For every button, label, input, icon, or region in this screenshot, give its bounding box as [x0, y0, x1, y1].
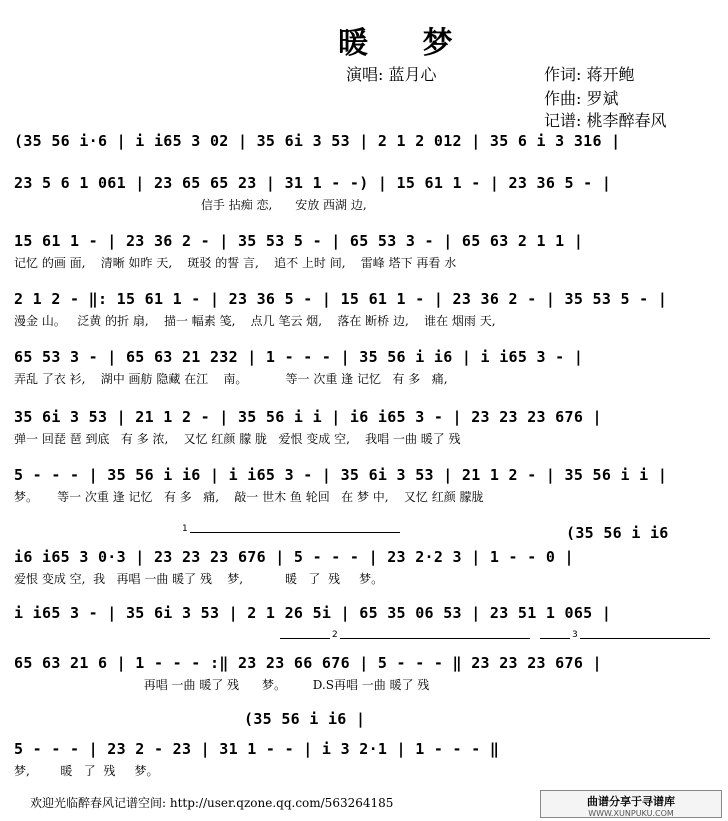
pickup-notes-2: (35 56 i i6 |: [244, 710, 366, 728]
notation-line: 65 53 3 - | 65 63 21 232 | 1 - - - | 35 56 i i6 | i i65 3 - |: [14, 348, 584, 366]
notation-line: (35 56 i·6 | i i65 3 02 | 35 6i 3 53 | 2 1 2 012 | 35 6 i 3 316 |: [14, 132, 621, 150]
lyric-line: 漫金 山。 泛黄 的折 扇, 描一 幅素 笺, 点几 笔云 烟, 落在 断桥 边, 谁在 烟雨 天,: [14, 314, 496, 328]
share-badge-url: WWW.XUNPUKU.COM: [588, 809, 674, 818]
share-badge-title: 曲谱分享于寻谱库: [587, 795, 675, 808]
score-system-2: [14, 174, 714, 210]
lyricist-label: 作词: 蒋开鲍: [544, 65, 635, 84]
score-system-9: [14, 604, 714, 640]
singer-label: 演唱: 蓝月心: [346, 65, 437, 84]
score-system-4: [14, 290, 714, 326]
notation-line: 5 - - - | 35 56 i i6 | i i65 3 - | 35 6i 3 53 | 21 1 2 - | 35 56 i i |: [14, 466, 668, 484]
lyric-line: 弄乱 了衣 衫, 湖中 画舫 隐藏 在江 南。 等一 次重 逢 记忆 有 多 痛,: [14, 372, 448, 386]
notation-line: 15 61 1 - | 23 36 2 - | 35 53 5 - | 65 53 3 - | 65 63 2 1 1 |: [14, 232, 584, 250]
score-system-1: [14, 132, 714, 168]
lyric-line: 梦。 等一 次重 逢 记忆 有 多 痛, 敲一 世木 鱼 轮回 在 梦 中, 又忆 红颜 朦胧: [14, 490, 484, 504]
notation-line: 35 6i 3 53 | 21 1 2 - | 35 56 i i | i6 i65 3 - | 23 23 23 676 |: [14, 408, 602, 426]
lyric-line: 梦, 暖 了 残 梦。: [14, 764, 159, 778]
score-system-6: [14, 408, 714, 444]
notation-line: 65 63 21 6 | 1 - - - :‖ 23 23 66 676 | 5 - - - ‖ 23 23 23 676 |: [14, 654, 602, 672]
lyric-line: 记忆 的画 面, 清晰 如昨 天, 斑驳 的誓 言, 追不 上时 间, 雷峰 塔下 再看 水: [14, 256, 457, 270]
volta-bracket-3: 3: [540, 638, 710, 639]
notation-line: i6 i65 3 0·3 | 23 23 23 676 | 5 - - - | 23 2·2 3 | 1 - - 0 |: [14, 548, 574, 566]
notation-line: 23 5 6 1 061 | 23 65 65 23 | 31 1 - -) | 15 61 1 - | 23 36 5 - |: [14, 174, 612, 192]
lyric-line: 爱恨 变成 空, 我 再唱 一曲 暖了 残 梦, 暖 了 残 梦。: [14, 572, 384, 586]
share-badge[interactable]: [540, 790, 722, 818]
notation-line: 5 - - - | 23 2 - 23 | 31 1 - - | i 3 2·1 | 1 - - - ‖: [14, 740, 500, 758]
lyric-line: 弹一 回琵 琶 到底 有 多 浓, 又忆 红颜 朦 胧 爱恨 变成 空, 我唱 一曲 暖了 残: [14, 432, 461, 446]
volta-bracket-1: 1: [180, 532, 400, 533]
score-system-8: [14, 548, 714, 584]
notation-line: i i65 3 - | 35 6i 3 53 | 2 1 26 5i | 65 35 06 53 | 23 51 1 065 |: [14, 604, 612, 622]
score-system-7: [14, 466, 714, 502]
pickup-notes-1: (35 56 i i6: [566, 524, 669, 542]
lyric-line: 信手 拈痴 恋, 安放 西湖 边,: [14, 198, 367, 212]
lyric-line: 再唱 一曲 暖了 残 梦。 D.S再唱 一曲 暖了 残: [14, 678, 430, 692]
transcriber-label: 记谱: 桃李醉春风: [544, 111, 667, 130]
score-system-10: [14, 654, 714, 690]
footer-note: 欢迎光临醉春风记谱空间: http://user.qzone.qq.com/563264185: [30, 796, 394, 810]
score-system-5: [14, 348, 714, 384]
score-system-3: [14, 232, 714, 268]
volta-bracket-2: 2: [280, 638, 530, 639]
composer-label: 作曲: 罗斌: [544, 89, 619, 108]
page-title: 暖 梦: [338, 26, 475, 61]
notation-line: 2 1 2 - ‖: 15 61 1 - | 23 36 5 - | 15 61 1 - | 23 36 2 - | 35 53 5 - |: [14, 290, 668, 308]
score-system-11: [14, 740, 714, 776]
